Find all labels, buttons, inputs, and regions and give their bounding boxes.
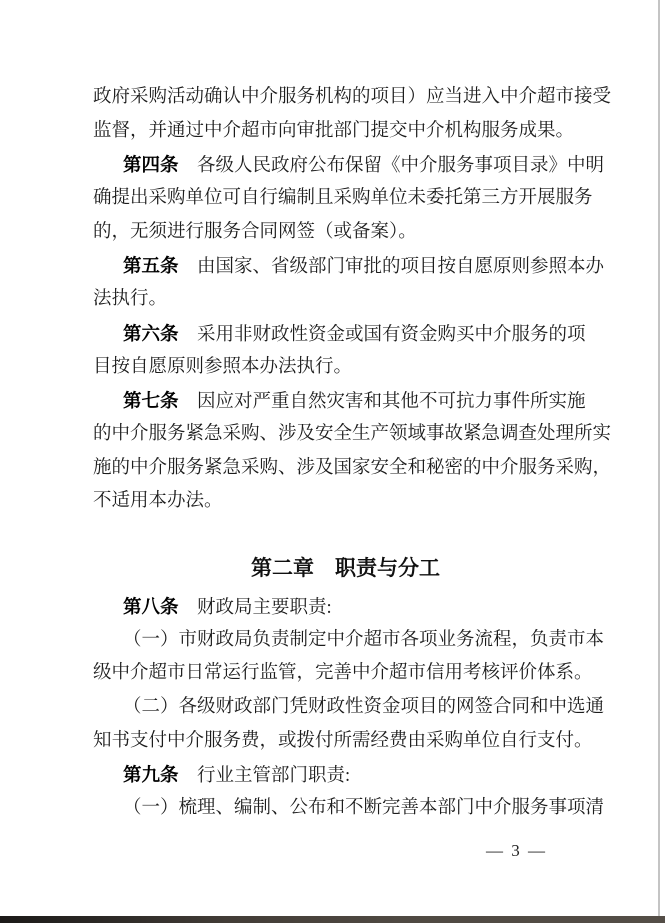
- line-text: 因应对严重自然灾害和其他不可抗力事件所实施: [178, 392, 586, 413]
- article-6-line: [93, 317, 598, 351]
- paragraph-line: （二）各级财政部门凭财政性资金项目的网签合同和中选通: [123, 697, 605, 717]
- paragraph-line: 目按自愿原则参照本办法执行。: [93, 356, 353, 377]
- line-text: 由国家、省级部门审批的项目按自愿原则参照本办: [178, 257, 605, 278]
- paragraph-line: 政府采购活动确认中介服务机构的项目）应当进入中介超市接受: [93, 87, 612, 107]
- article-9-line: [93, 758, 598, 792]
- document-body: [93, 81, 612, 826]
- paragraph-line: （一）梳理、编制、公布和不断完善本部门中介服务事项清: [123, 798, 605, 819]
- line-text: 财政局主要职责:: [178, 597, 332, 618]
- paragraph-line: 级中介超市日常运行监管，完善中介超市信用考核评价体系。: [93, 663, 593, 684]
- article-number-bold: 第六条: [123, 322, 179, 344]
- article-7-line: [93, 384, 598, 418]
- paragraph-line: 知书支付中介服务费，或拨付所需经费由采购单位自行支付。: [93, 730, 593, 751]
- paragraph-line: 法执行。: [93, 289, 168, 310]
- article-5-line: [93, 249, 605, 283]
- paragraph-line: 不适用本办法。: [93, 491, 223, 512]
- article-number-bold: 第四条: [123, 154, 179, 176]
- page-number: — 3 —: [486, 841, 547, 860]
- paragraph-line: （一）市财政局负责制定中介超市各项业务流程，负责市本: [123, 629, 605, 650]
- article-number-bold: 第九条: [123, 764, 179, 786]
- article-number-bold: 第八条: [123, 595, 179, 617]
- article-8-line: [93, 590, 598, 624]
- line-text: 采用非财政性资金或国有资金购买中介服务的项: [178, 324, 586, 345]
- paragraph-line: 监督，并通过中介超市向审批部门提交中介机构服务成果。: [93, 120, 575, 141]
- paragraph-line: 的，无须进行服务合同网签（或备案）。: [93, 221, 417, 242]
- line-text: 各级人民政府公布保留《中介服务事项目录》中明: [178, 156, 605, 177]
- chapter-heading: 第二章 职责与分工: [251, 556, 440, 580]
- scan-edge-artifact: [658, 0, 660, 923]
- article-4-line: [93, 148, 605, 182]
- line-text: 行业主管部门职责:: [178, 766, 351, 787]
- scan-bottom-artifact: [0, 916, 665, 923]
- paragraph-line: 的中介服务紧急采购、涉及安全生产领域事故紧急调查处理所实: [93, 423, 612, 444]
- paragraph-line: 确提出采购单位可自行编制且采购单位未委托第三方开展服务: [93, 188, 593, 209]
- article-number-bold: 第七条: [123, 390, 179, 412]
- article-number-bold: 第五条: [123, 255, 179, 277]
- paragraph-line: 施的中介服务紧急采购、涉及国家安全和秘密的中介服务采购，: [93, 457, 612, 478]
